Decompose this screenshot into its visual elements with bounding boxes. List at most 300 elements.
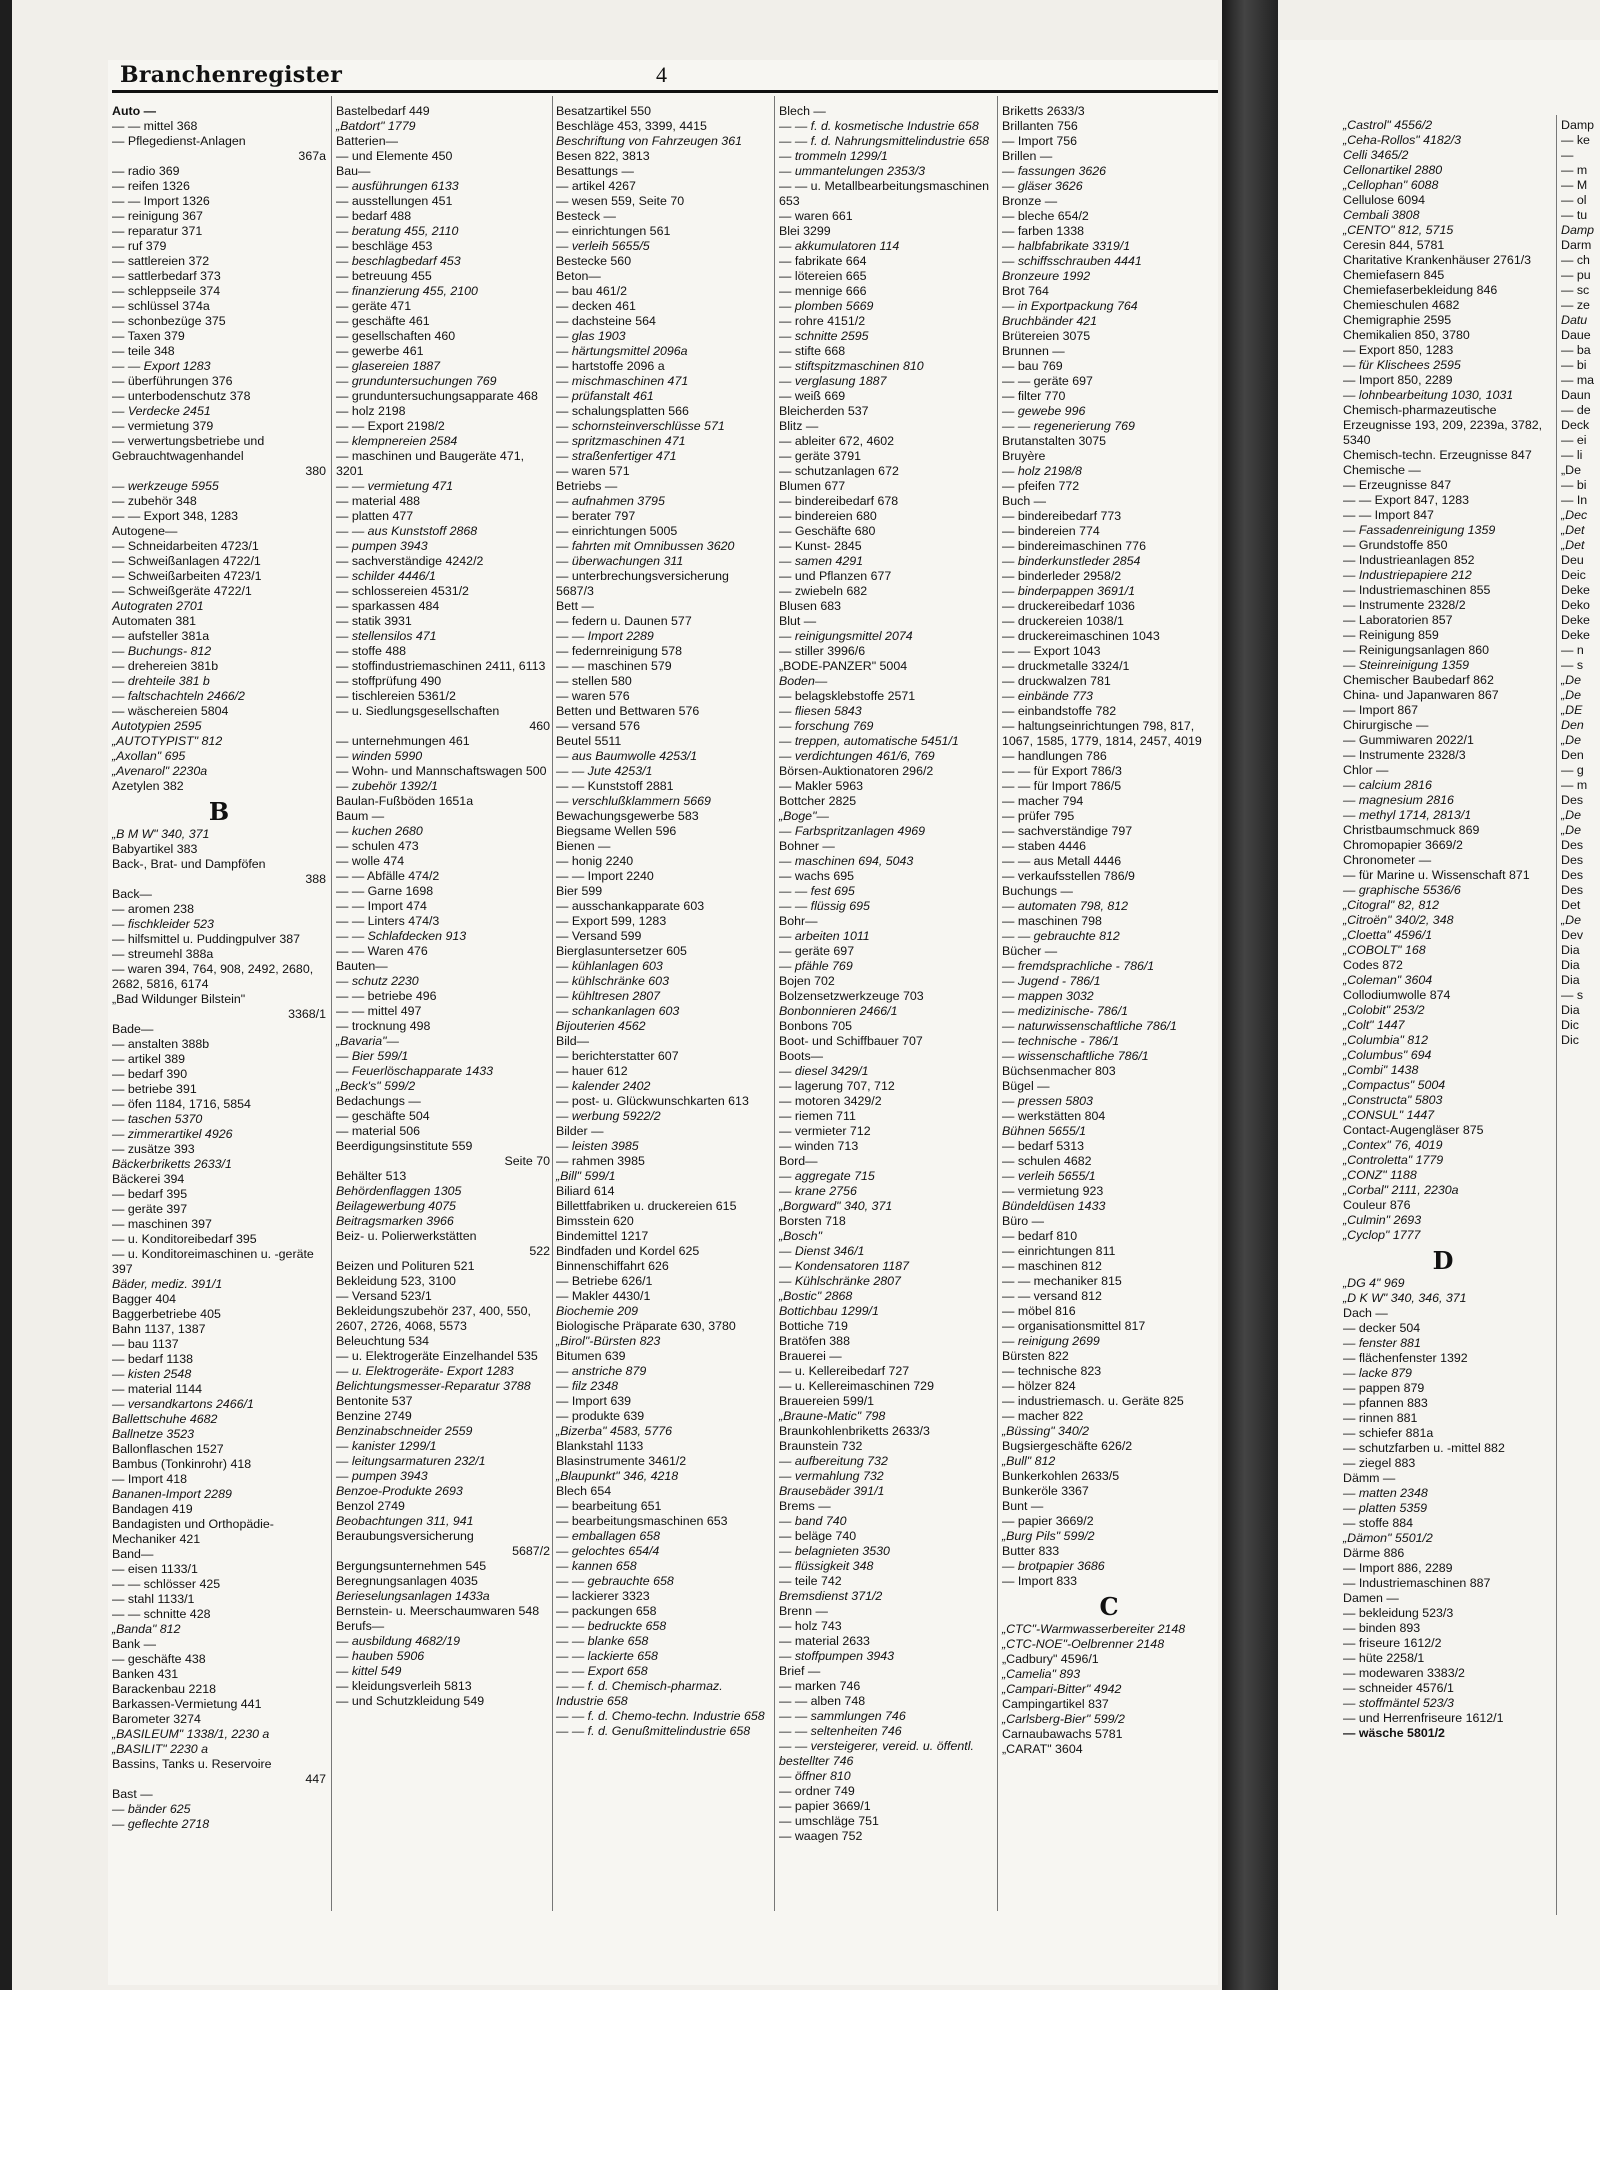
index-entry: — schulen 473 (336, 839, 419, 853)
index-entry: — Versand 599 (556, 929, 642, 943)
index-entry: — schalungsplatten 566 (556, 404, 689, 418)
index-entry: Deu (1561, 553, 1584, 567)
index-entry: Beraubungsversicherung (336, 1529, 474, 1543)
index-entry: — papier 3669/2 (1002, 1514, 1094, 1528)
index-entry: — modewaren 3383/2 (1343, 1666, 1465, 1680)
index-entry: „Braune-Matic" 798 (779, 1409, 886, 1423)
index-entry: — bau 1137 (112, 1337, 179, 1351)
index-entry: — fremdsprachliche - 786/1 (1002, 959, 1155, 973)
index-entry: — winden 5990 (336, 749, 423, 763)
index-entry: — s (1561, 988, 1584, 1002)
index-entry: — gelochtes 654/4 (556, 1544, 660, 1558)
index-entry: Berieselungsanlagen 1433a (336, 1589, 490, 1603)
index-entry: Chemiefaserbekleidung 846 (1343, 283, 1498, 297)
index-entry: — schlüssel 374a (112, 299, 210, 313)
index-entry: — sc (1561, 283, 1590, 297)
index-entry: — riemen 711 (779, 1109, 856, 1123)
index-entry: — geräte 397 (112, 1202, 188, 1216)
index-entry: — farben 1338 (1002, 224, 1084, 238)
index-entry: Couleur 876 (1343, 1198, 1411, 1212)
index-entry: Dämm — (1343, 1471, 1396, 1485)
index-entry: Deko (1561, 598, 1590, 612)
index-entry: Bruchbänder 421 (1002, 314, 1098, 328)
index-entry: Bananen-Import 2289 (112, 1487, 232, 1501)
index-entry: — — mittel 497 (336, 1004, 422, 1018)
index-entry: — ke (1561, 133, 1590, 147)
index-entry: Bambus (Tonkinrohr) 418 (112, 1457, 252, 1471)
index-entry: Contact-Augengläser 875 (1343, 1123, 1484, 1137)
index-entry: — prüfanstalt 461 (556, 389, 654, 403)
index-entry: — bedarf 395 (112, 1187, 188, 1201)
index-entry: Bau— (336, 164, 371, 178)
index-entry: — belagnieten 3530 (779, 1544, 890, 1558)
index-entry: Automaten 381 (112, 614, 197, 628)
scan-left-edge (0, 0, 12, 1990)
index-entry: — Makler 4430/1 (556, 1289, 651, 1303)
index-entry: — hilfsmittel u. Puddingpulver 387 (112, 932, 301, 946)
index-entry: — — gebrauchte 812 (1002, 929, 1120, 943)
index-entry: — arbeiten 1011 (779, 929, 870, 943)
index-entry: — rohre 4151/2 (779, 314, 866, 328)
index-entry: „AUTOTYPIST" 812 (112, 734, 223, 748)
index-entry: — zimmerartikel 4926 (112, 1127, 233, 1141)
index-entry: Ballnetze 3523 (112, 1427, 194, 1441)
index-entry: „Ceha-Rollos" 4182/3 (1343, 133, 1462, 147)
index-entry: — waagen 752 (779, 1829, 863, 1843)
index-entry: — bindereibedarf 773 (1002, 509, 1122, 523)
index-entry: — binderkunstleder 2854 (1002, 554, 1141, 568)
index-entry: Carnaubawachs 5781 (1002, 1727, 1123, 1741)
index-entry: Bäder, mediz. 391/1 (112, 1277, 223, 1291)
index-entry: — kuchen 2680 (336, 824, 423, 838)
index-entry: Barkassen-Vermietung 441 (112, 1697, 262, 1711)
index-entry: — waren 394, 764, 908, 2492, 2680, 2682, 5816, 6174 (112, 962, 314, 991)
index-entry: — — vermietung 471 (336, 479, 454, 493)
index-entry: — — f. d. Nahrungsmittelindustrie 658 (779, 134, 990, 148)
index-entry: Beton— (556, 269, 601, 283)
index-entry: — — u. Metallbearbeitungsmaschinen 653 (779, 179, 990, 208)
index-entry: — u. Kellereibedarf 727 (779, 1364, 910, 1378)
index-entry: Beleuchtung 534 (336, 1334, 430, 1348)
index-entry: „Contex" 76, 4019 (1343, 1138, 1443, 1152)
right-index-column-1 (1343, 118, 1543, 1741)
index-entry: — krane 2756 (779, 1184, 857, 1198)
index-entry: „Bill" 599/1 (556, 1169, 616, 1183)
index-entry: — taschen 5370 (112, 1112, 203, 1126)
index-entry: — bindereien 680 (779, 509, 877, 523)
index-entry: — halbfabrikate 3319/1 (1002, 239, 1131, 253)
index-entry: Autograten 2701 (112, 599, 204, 613)
index-entry: Beitragsmarken 3966 (336, 1214, 454, 1228)
index-entry: — — geräte 697 (1002, 374, 1093, 388)
index-entry: — u. Kellereimaschinen 729 (779, 1379, 934, 1393)
index-entry: Barometer 3274 (112, 1712, 201, 1726)
index-entry: — einbandstoffe 782 (1002, 704, 1117, 718)
index-entry: — sparkassen 484 (336, 599, 440, 613)
index-entry: — anstriche 879 (556, 1364, 647, 1378)
index-entry: Börsen-Auktionatoren 296/2 (779, 764, 934, 778)
index-entry: — — f. d. Chemo-techn. Industrie 658 (556, 1709, 765, 1723)
index-entry: Dic (1561, 1033, 1579, 1047)
index-entry: — — seltenheiten 746 (779, 1724, 902, 1738)
index-entry: — pfeifen 772 (1002, 479, 1080, 493)
index-entry: — platten 5359 (1343, 1501, 1428, 1515)
index-entry: — druckwalzen 781 (1002, 674, 1111, 688)
index-entry: Ceresin 844, 5781 (1343, 238, 1445, 252)
index-entry: Damen — (1343, 1591, 1399, 1605)
index-entry: — verleih 5655/1 (1002, 1169, 1096, 1183)
index-entry: — schutz 2230 (336, 974, 419, 988)
index-entry: „De (1561, 823, 1581, 837)
index-entry: Bühnen 5655/1 (1002, 1124, 1087, 1138)
index-entry: Dia (1561, 973, 1580, 987)
index-entry: „Blaupunkt" 346, 4218 (556, 1469, 679, 1483)
index-entry: — — f. d. kosmetische Industrie 658 (779, 119, 979, 133)
index-entry: — Laboratorien 857 (1343, 613, 1453, 627)
index-entry: — — regenerierung 769 (1002, 419, 1135, 433)
index-entry: Bedachungs — (336, 1094, 421, 1108)
index-entry: Bandagisten und Orthopädie-Mechaniker 421 (112, 1517, 274, 1546)
index-entry: „Colt" 1447 (1343, 1018, 1405, 1032)
index-entry: — u. Elektrogeräte Einzelhandel 535 (336, 1349, 538, 1363)
index-entry: — ausstellungen 451 (336, 194, 453, 208)
index-entry: — bindereimaschinen 776 (1002, 539, 1146, 553)
index-entry: Brunnen — (1002, 344, 1065, 358)
index-entry: Dia (1561, 958, 1580, 972)
index-entry: — maschinen 812 (1002, 1259, 1102, 1273)
index-entry: Campingartikel 837 (1002, 1697, 1109, 1711)
index-entry: Dev (1561, 928, 1584, 942)
index-entry: — mennige 666 (779, 284, 867, 298)
index-entry: „BASILEUM" 1338/1, 2230 a (112, 1727, 270, 1741)
index-entry: — reinigung 2699 (1002, 1334, 1100, 1348)
index-entry: Cellonartikel 2880 (1343, 163, 1443, 177)
index-entry: — aromen 238 (112, 902, 194, 916)
index-entry: Berufs— (336, 1619, 385, 1633)
index-entry: Betten und Bettwaren 576 (556, 704, 700, 718)
index-entry: — druckereimaschinen 1043 (1002, 629, 1160, 643)
index-entry: Chromopapier 3669/2 (1343, 838, 1463, 852)
index-entry: Bolzensetzwerkzeuge 703 (779, 989, 924, 1003)
index-entry: — verleih 5655/5 (556, 239, 650, 253)
index-entry: — bedarf 488 (336, 209, 412, 223)
index-entry: — vermietung 379 (112, 419, 214, 433)
index-entry: — pu (1561, 268, 1591, 282)
index-entry: Deke (1561, 613, 1590, 627)
index-entry: — technische - 786/1 (1002, 1034, 1120, 1048)
index-entry: 367a (298, 149, 326, 163)
index-entry: „DE (1561, 703, 1583, 717)
index-entry: Bagger 404 (112, 1292, 177, 1306)
page-number: 4 (656, 62, 667, 87)
index-entry: Babyartikel 383 (112, 842, 198, 856)
index-entry: — schankanlagen 603 (556, 1004, 680, 1018)
index-entry: — schiefer 881a (1343, 1426, 1434, 1440)
index-entry: Den (1561, 718, 1584, 732)
index-entry: „Batdort" 1779 (336, 119, 416, 133)
index-entry: Biochemie 209 (556, 1304, 638, 1318)
index-entry: „De (1561, 913, 1581, 927)
index-entry: — schiffsschrauben 4441 (1002, 254, 1142, 268)
index-entry: — stiftspitzmaschinen 810 (779, 359, 924, 373)
index-entry: Blumen 677 (779, 479, 846, 493)
index-entry: Beutel 5511 (556, 734, 622, 748)
index-entry: — einrichtungen 5005 (556, 524, 678, 538)
index-entry: Bürsten 822 (1002, 1349, 1069, 1363)
index-entry: Därme 886 (1343, 1546, 1405, 1560)
index-entry: — — schnitte 428 (112, 1607, 211, 1621)
index-entry: — Steinreinigung 1359 (1343, 658, 1470, 672)
index-entry: — stiller 3996/6 (779, 644, 866, 658)
index-entry: Bier 599 (556, 884, 603, 898)
index-entry: Baum — (336, 809, 385, 823)
index-entry: — — versteigerer, vereid. u. öffentl. bestellter 746 (779, 1739, 974, 1768)
index-entry: — öffner 810 (779, 1769, 851, 1783)
index-entry: Brauerei — (779, 1349, 842, 1363)
index-entry: „Bosch" (779, 1229, 822, 1243)
index-entry: — macher 794 (1002, 794, 1084, 808)
index-entry: 447 (305, 1772, 326, 1786)
index-entry: — Grundstoffe 850 (1343, 538, 1448, 552)
index-entry: — schutzanlagen 672 (779, 464, 899, 478)
index-entry: — bau 769 (1002, 359, 1063, 373)
index-entry: — waren 576 (556, 689, 630, 703)
index-entry: Beregnungsanlagen 4035 (336, 1574, 478, 1588)
index-entry: — ziegel 883 (1343, 1456, 1416, 1470)
index-entry: — friseure 1612/2 (1343, 1636, 1442, 1650)
index-entry: — handlungen 786 (1002, 749, 1107, 763)
index-entry: — lacke 879 (1343, 1366, 1412, 1380)
index-entry: — In (1561, 493, 1588, 507)
index-entry: — weiß 669 (779, 389, 846, 403)
index-entry: — drehereien 381b (112, 659, 219, 673)
index-entry: — eisen 1133/1 (112, 1562, 198, 1576)
index-entry: Bücher — (1002, 944, 1058, 958)
index-entry: — methyl 1714, 2813/1 (1343, 808, 1472, 822)
index-entry: — reinigungsmittel 2074 (779, 629, 913, 643)
index-entry: Chemische — (1343, 463, 1421, 477)
index-entry: — möbel 816 (1002, 1304, 1076, 1318)
index-entry: — verwertungsbetriebe und Gebrauchtwagenhandel (112, 434, 265, 463)
index-entry: — — fest 695 (779, 884, 855, 898)
index-entry: — graphische 5536/6 (1343, 883, 1461, 897)
index-column-5 (1002, 104, 1216, 1757)
index-entry: Bottichbau 1299/1 (779, 1304, 879, 1318)
index-entry: — pressen 5803 (1002, 1094, 1093, 1108)
index-entry: Bindemittel 1217 (556, 1229, 649, 1243)
index-entry: — li (1561, 448, 1583, 462)
index-entry: „Büssing" 340/2 (1002, 1424, 1090, 1438)
index-entry: — wachs 695 (779, 869, 855, 883)
index-entry: — stifte 668 (779, 344, 846, 358)
index-entry: — ei (1561, 433, 1587, 447)
index-entry: — waren 661 (779, 209, 853, 223)
index-entry: — — Import 847 (1343, 508, 1434, 522)
index-entry: — schulen 4682 (1002, 1154, 1092, 1168)
index-entry: Büro — (1002, 1214, 1045, 1228)
index-entry: — ch (1561, 253, 1590, 267)
index-entry: — — Import 1326 (112, 194, 210, 208)
index-entry: — Farbspritzanlagen 4969 (779, 824, 926, 838)
index-entry: Besen 822, 3813 (556, 149, 650, 163)
index-column-2 (336, 104, 550, 1709)
index-entry: — kleidungsverleih 5813 (336, 1679, 472, 1693)
index-entry: Betriebs — (556, 479, 618, 493)
index-entry: — filter 770 (1002, 389, 1066, 403)
index-entry: — beschlagbedarf 453 (336, 254, 461, 268)
index-entry: „CTC"-Warmwasserbereiter 2148 (1002, 1622, 1186, 1636)
index-entry: — sattlereien 372 (112, 254, 210, 268)
index-entry: — druckereibedarf 1036 (1002, 599, 1135, 613)
index-entry: Bord— (779, 1154, 818, 1168)
index-entry: Belichtungsmesser-Reparatur 3788 (336, 1379, 531, 1393)
index-entry: — marken 746 (779, 1679, 861, 1693)
index-entry: — vermieter 712 (779, 1124, 871, 1138)
index-entry: — hüte 2258/1 (1343, 1651, 1425, 1665)
index-entry: Ballettschuhe 4682 (112, 1412, 218, 1426)
index-entry: — samen 4291 (779, 554, 864, 568)
index-entry: „Dec (1561, 508, 1588, 522)
index-entry: — Buchungs- 812 (112, 644, 212, 658)
index-entry: „BASILIT" 2230 a (112, 1742, 209, 1756)
index-entry: — teile 348 (112, 344, 175, 358)
index-entry: — berater 797 (556, 509, 636, 523)
index-entry: — gesellschaften 460 (336, 329, 456, 343)
index-entry: Des (1561, 883, 1584, 897)
index-entry: — bindereien 774 (1002, 524, 1100, 538)
index-entry: — ruf 379 (112, 239, 167, 253)
index-entry: „Dämon" 5501/2 (1343, 1531, 1433, 1545)
index-entry: Celli 3465/2 (1343, 148, 1409, 162)
index-entry: — holz 743 (779, 1619, 842, 1633)
index-entry: — kühlschränke 603 (556, 974, 669, 988)
index-entry: — calcium 2816 (1343, 778, 1432, 792)
index-entry: — maschinen 694, 5043 (779, 854, 914, 868)
index-entry: „Campari-Bitter" 4942 (1002, 1682, 1122, 1696)
index-entry: Bassins, Tanks u. Reservoire (112, 1757, 272, 1771)
index-entry: — pfähle 769 (779, 959, 853, 973)
index-entry: — pappen 879 (1343, 1381, 1425, 1395)
index-entry: Chemiefasern 845 (1343, 268, 1445, 282)
index-entry: — einrichtungen 561 (556, 224, 671, 238)
index-entry: — verdichtungen 461/6, 769 (779, 749, 935, 763)
index-entry: „Colobit" 253/2 (1343, 1003, 1425, 1017)
index-entry: — holz 2198/8 (1002, 464, 1082, 478)
index-entry: — Schweißanlagen 4722/1 (112, 554, 261, 568)
index-entry: — lötereien 665 (779, 269, 867, 283)
index-entry: — schornsteinverschlüsse 571 (556, 419, 725, 433)
index-entry: — staben 4446 (1002, 839, 1087, 853)
index-entry: Deke (1561, 583, 1590, 597)
index-entry: — Instrumente 2328/3 (1343, 748, 1466, 762)
index-entry: — winden 713 (779, 1139, 859, 1153)
index-entry: — vermahlung 732 (779, 1469, 884, 1483)
index-entry: — M (1561, 178, 1588, 192)
index-entry: — aufnahmen 3795 (556, 494, 665, 508)
index-entry: — Import 886, 2289 (1343, 1561, 1453, 1575)
index-entry: — sachverständige 797 (1002, 824, 1133, 838)
index-entry: Büchsenmacher 803 (1002, 1064, 1116, 1078)
index-entry: — unterbrechungsversicherung 5687/3 (556, 569, 729, 598)
index-entry: Codes 872 (1343, 958, 1403, 972)
index-entry: Blech 654 (556, 1484, 612, 1498)
index-entry: — finanzierung 455, 2100 (336, 284, 478, 298)
index-entry: Butter 833 (1002, 1544, 1060, 1558)
index-entry: Bäckerei 394 (112, 1172, 185, 1186)
index-entry: — Makler 5963 (779, 779, 864, 793)
index-entry: — kisten 2548 (112, 1367, 192, 1381)
index-entry: — bedarf 810 (1002, 1229, 1078, 1243)
index-entry: — — bedruckte 658 (556, 1619, 667, 1633)
index-entry: 388 (305, 872, 326, 886)
index-entry: Bimsstein 620 (556, 1214, 634, 1228)
index-entry: — sattlerbedarf 373 (112, 269, 221, 283)
index-entry: — — Jute 4253/1 (556, 764, 653, 778)
index-entry: — Versand 523/1 (336, 1289, 432, 1303)
index-entry: „Compactus" 5004 (1343, 1078, 1446, 1092)
index-entry: 522 (529, 1244, 550, 1258)
index-entry: „CTC-NOE"-Oelbrenner 2148 (1002, 1637, 1165, 1651)
index-entry: — kalender 2402 (556, 1079, 651, 1093)
index-entry: — akkumulatoren 114 (779, 239, 900, 253)
index-entry: — technische 823 (1002, 1364, 1102, 1378)
index-entry: — faltschachteln 2466/2 (112, 689, 245, 703)
index-entry: — überführungen 376 (112, 374, 233, 388)
index-entry: Blankstahl 1133 (556, 1439, 644, 1453)
index-entry: „Axollan" 695 (112, 749, 186, 763)
index-entry: Bierglasuntersetzer 605 (556, 944, 687, 958)
section-letter: D (1432, 1246, 1454, 1275)
index-entry: — Kondensatoren 1187 (779, 1259, 909, 1273)
index-entry: — material 506 (336, 1124, 421, 1138)
index-entry: — wissenschaftliche 786/1 (1002, 1049, 1149, 1063)
index-entry: Bunkerkohlen 2633/5 (1002, 1469, 1120, 1483)
index-entry: Autogene— (112, 524, 178, 538)
index-entry: — leitungsarmaturen 232/1 (336, 1454, 486, 1468)
index-entry: — Wohn- und Mannschaftswagen 500 (336, 764, 547, 778)
index-entry: Bottiche 719 (779, 1319, 848, 1333)
index-entry: — ma (1561, 373, 1595, 387)
index-entry: — — für Export 786/3 (1002, 764, 1122, 778)
index-entry: — und Pflanzen 677 (779, 569, 892, 583)
index-entry: Bindfaden und Kordel 625 (556, 1244, 700, 1258)
index-entry: — hauer 612 (556, 1064, 628, 1078)
index-entry: Seite 70 (504, 1154, 550, 1168)
section-letter: B (208, 797, 230, 826)
index-entry: — zusätze 393 (112, 1142, 195, 1156)
index-entry: — verkaufsstellen 786/9 (1002, 869, 1135, 883)
index-entry: — stoffe 488 (336, 644, 407, 658)
index-entry: „Carlsberg-Bier" 599/2 (1002, 1712, 1125, 1726)
index-entry: — — Export 2198/2 (336, 419, 445, 433)
index-entry: — überwachungen 311 (556, 554, 684, 568)
index-entry: — bearbeitungsmaschinen 653 (556, 1514, 728, 1528)
index-entry: — und Schutzkleidung 549 (336, 1694, 485, 1708)
index-entry: — mischmaschinen 471 (556, 374, 689, 388)
index-entry: — geschäfte 438 (112, 1652, 206, 1666)
index-entry: „Bizerba" 4583, 5776 (556, 1424, 672, 1438)
index-entry: — haltungseinrichtungen 798, 817, 1067, 1585, 1779, 1814, 2457, 4019 (1002, 719, 1202, 748)
index-entry: „Bostic" 2868 (779, 1289, 853, 1303)
index-entry: „B M W" 340, 371 (112, 827, 210, 841)
index-entry: Bunkeröle 3367 (1002, 1484, 1089, 1498)
index-entry: Chemigraphie 2595 (1343, 313, 1452, 327)
index-entry: — — Export 658 (556, 1664, 648, 1678)
index-entry: — — für Import 786/5 (1002, 779, 1122, 793)
index-entry: Bauten— (336, 959, 388, 973)
index-entry: 460 (529, 719, 550, 733)
index-entry: „Camelia" 893 (1002, 1667, 1081, 1681)
